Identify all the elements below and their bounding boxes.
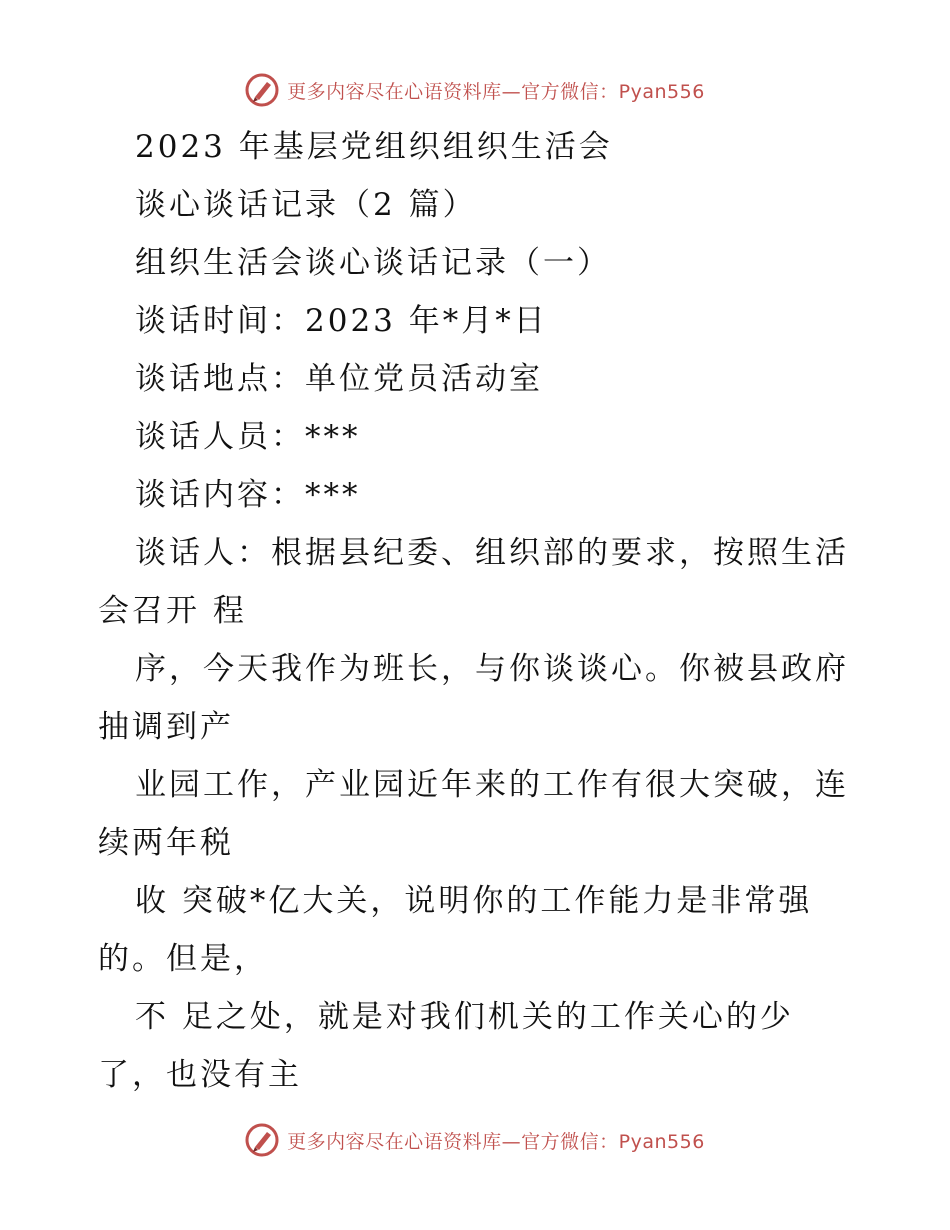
text-line: 2023 年基层党组织组织生活会 [135,129,613,165]
text-line: 组织生活会谈心谈话记录（一） [135,245,611,281]
header-watermark [0,70,950,110]
text-line: 谈话地点：单位党员活动室 [135,361,543,397]
text-line: 谈话人：根据县纪委、组织部的要求，按照生活 [135,535,849,571]
text-line: 收 突破*亿大关，说明你的工作能力是非常强 [135,883,813,919]
text-line: 的。但是， [98,941,268,977]
text-line: 业园工作，产业园近年来的工作有很大突破，连 [135,767,849,803]
pen-logo-icon [245,73,279,107]
watermark-text: 更多内容尽在心语资料库—官方微信：Pyan556 [287,80,705,103]
text-line: 谈话时间：2023 年*月*日 [135,303,548,339]
text-line: 谈心谈话记录（2 篇） [135,187,477,223]
text-line: 谈话人员：*** [135,419,361,455]
text-line: 谈话内容：*** [135,477,361,513]
footer-watermark [0,1120,950,1160]
text-line: 了，也没有主 [98,1057,302,1093]
watermark-text: 更多内容尽在心语资料库—官方微信：Pyan556 [287,1130,705,1153]
text-line: 序，今天我作为班长，与你谈谈心。你被县政府 [135,651,849,687]
text-line: 抽调到产 [98,709,234,745]
text-line: 不 足之处，就是对我们机关的工作关心的少 [135,999,794,1035]
pen-logo-icon [245,1123,279,1157]
document-body [0,118,950,1104]
text-line: 会召开 程 [98,593,247,629]
text-line: 续两年税 [98,825,234,861]
